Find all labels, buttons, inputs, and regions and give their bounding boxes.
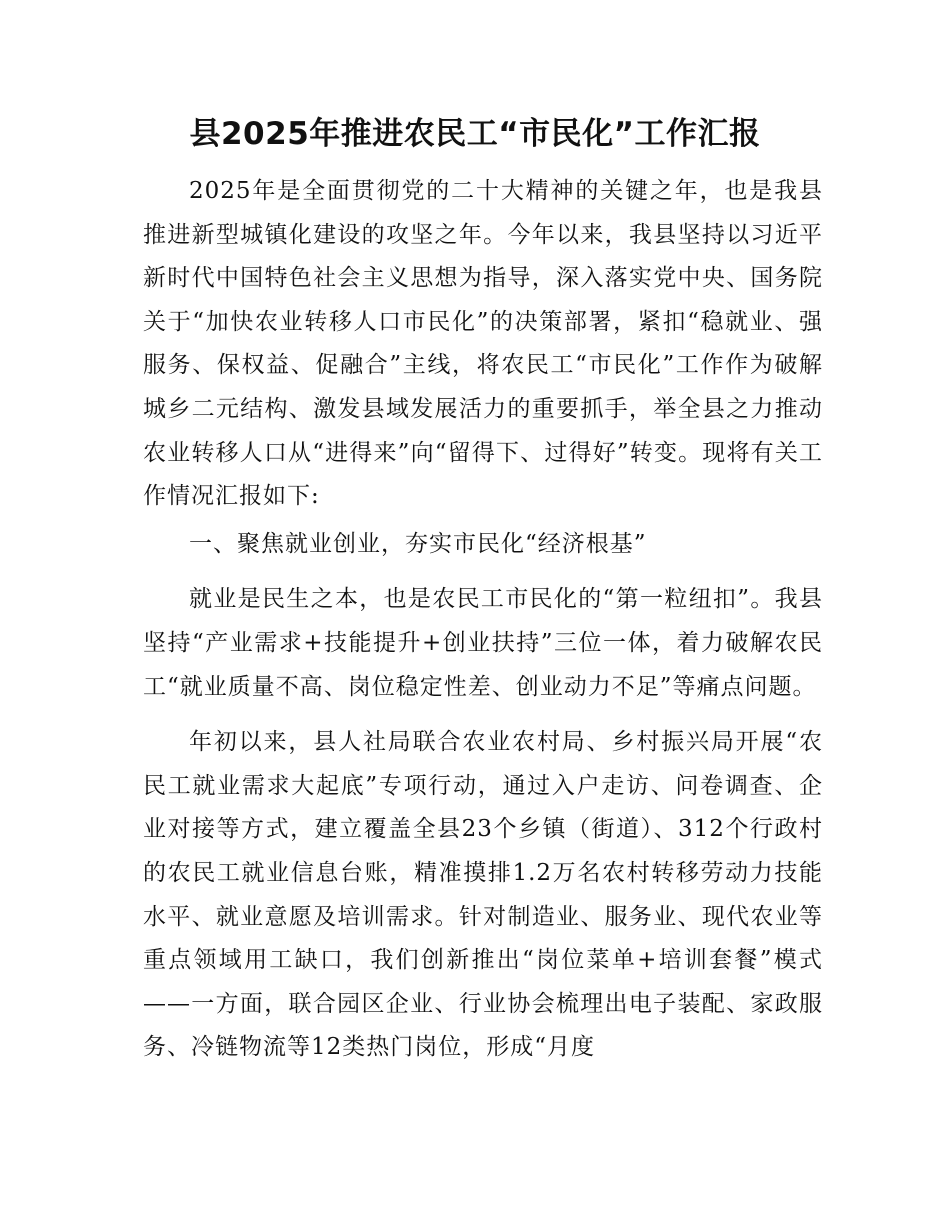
body-paragraph: 就业是民生之本，也是农民工市民化的“第一粒纽扣”。我县坚持“产业需求+技能提升+创业扶持”三位一体，着力破解农民工“就业质量不高、岗位稳定性差、创业动力不足”等痛点问题。 [143,586,823,700]
body-paragraph: 年初以来，县人社局联合农业农村局、乡村振兴局开展“农民工就业需求大起底”专项行动，通过入户走访、问卷调查、企业对接等方式，建立覆盖全县23个乡镇（街道）、312个行政村的农民工就业信息台账，精准摸排1.2万名农村转移劳动力技能水平、就业意愿及培训需求。针对制造业、服务业、现代农业等重点领域用工缺口，我们创新推出“岗位菜单+培训套餐”模式——一方面，联合园区企业、行业协会梳理出电子装配、家政服务、冷链物流等12类热门岗位，形成“月度 [143,729,823,1061]
paragraph-gap [143,709,823,721]
document-body [143,170,823,1070]
document-title: 县2025年推进农民工“市民化”工作汇报 [189,116,761,152]
intro-paragraph: 2025年是全面贯彻党的二十大精神的关键之年，也是我县推进新型城镇化建设的攻坚之年。今年以来，我县坚持以习近平新时代中国特色社会主义思想为指导，深入落实党中央、国务院关于“加快农业转移人口市民化”的决策部署，紧扣“稳就业、强服务、保权益、促融合”主线，将农民工“市民化”工作作为破解城乡二元结构、激发县域发展活力的重要抓手，举全县之力推动农业转移人口从“进得来”向“留得下、过得好”转变。现将有关工作情况汇报如下: [143,178,823,510]
section-heading: 一、聚焦就业创业，夯实市民化“经济根基” [189,530,647,557]
paragraph-gap [143,566,823,578]
